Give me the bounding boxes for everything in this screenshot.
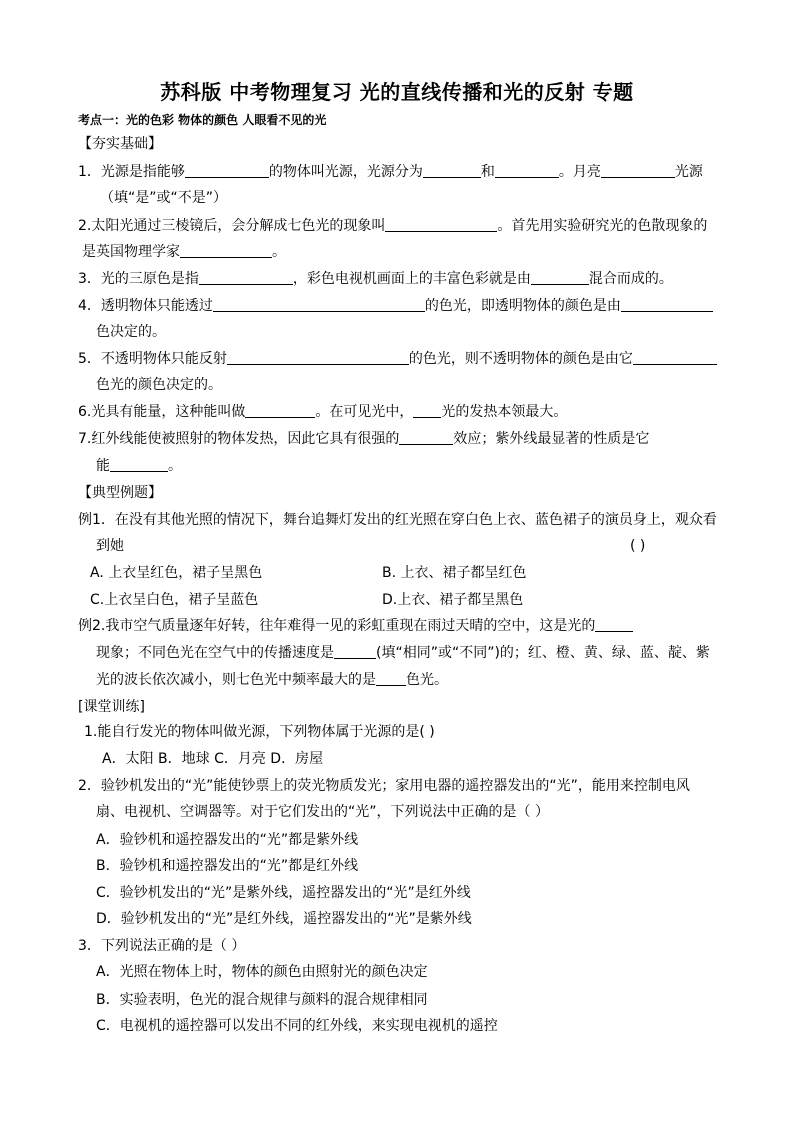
blank[interactable] xyxy=(334,644,376,659)
blank[interactable] xyxy=(385,217,497,232)
blank[interactable] xyxy=(110,457,168,472)
example-2-line2: 现象；不同色光在空气中的传播速度是 (填“相同”或“不同”)的；红、橙、黄、绿、蓝、靛、紫 xyxy=(96,645,710,661)
example-1-line1: 例1．在没有其他光照的情况下，舞台追舞灯发出的红光照在穿白色上衣、蓝色裙子的演员身上，观众看 xyxy=(78,512,717,528)
blank[interactable] xyxy=(423,163,481,178)
training-2-option-b[interactable]: B．验钞机和遥控器发出的“光”都是红外线 xyxy=(96,858,359,874)
training-3-option-a[interactable]: A．光照在物体上时，物体的颜色由照射光的颜色决定 xyxy=(96,964,428,980)
blank[interactable] xyxy=(601,163,675,178)
blank[interactable] xyxy=(531,270,589,285)
blank[interactable] xyxy=(413,403,441,418)
option-c[interactable]: C.上衣呈白色，裙子呈蓝色 xyxy=(90,592,259,608)
option-b[interactable]: B. 上衣、裙子都呈红色 xyxy=(382,565,527,581)
question-5-line2: 色光的颜色决定的。 xyxy=(96,377,222,393)
training-2-line1: 2．验钞机发出的“光”能使钞票上的荧光物质发光；家用电器的遥控器发出的“光”，能用来控制电风 xyxy=(78,778,690,794)
training-2-line2: 扇、电视机、空调器等。对于它们发出的“光”，下列说法中正确的是（ ） xyxy=(96,804,549,820)
section-typical: 【典型例题】 xyxy=(78,485,162,501)
blank[interactable] xyxy=(185,163,269,178)
question-4-line1: 4．透明物体只能透过 的色光，即透明物体的颜色是由 xyxy=(78,296,713,316)
example-1-line2: 到她 xyxy=(96,538,124,554)
blank[interactable] xyxy=(495,163,559,178)
example-2-line1: 例2.我市空气质量逐年好转，往年难得一见的彩虹重现在雨过天晴的空中，这是光的 xyxy=(78,616,633,636)
blank[interactable] xyxy=(399,430,453,445)
blank[interactable] xyxy=(621,297,713,312)
question-7-line1: 7.红外线能使被照射的物体发热，因此它具有很强的 效应；紫外线最显著的性质是它 xyxy=(78,431,650,447)
training-2-option-d[interactable]: D．验钞机发出的“光”是红外线，遥控器发出的“光”是紫外线 xyxy=(96,911,472,927)
question-7-line2: 能 。 xyxy=(96,458,182,474)
training-2-option-a[interactable]: A．验钞机和遥控器发出的“光”都是紫外线 xyxy=(96,832,359,848)
training-1-options[interactable]: A．太阳 B．地球 C．月亮 D．房屋 xyxy=(102,751,324,767)
example-2-line3: 光的波长依次减小，则七色光中频率最大的是 色光。 xyxy=(96,672,448,688)
question-1-line2: （填“是”或“不是”） xyxy=(100,190,228,206)
topic-heading: 考点一：光的色彩 物体的颜色 人眼看不见的光 xyxy=(78,113,327,127)
training-1: 1.能自行发光的物体叫做光源，下列物体属于光源的是( ) xyxy=(84,724,435,740)
training-3-option-c[interactable]: C．电视机的遥控器可以发出不同的红外线，来实现电视机的遥控 xyxy=(96,1018,498,1034)
blank[interactable] xyxy=(245,403,315,418)
question-3: 3．光的三原色是指 ，彩色电视机画面上的丰富色彩就是由 混合而成的。 xyxy=(78,271,673,287)
answer-paren[interactable]: ( ) xyxy=(630,538,646,554)
question-5-line1: 5．不透明物体只能反射 的色光，则不透明物体的颜色是由它 xyxy=(78,349,717,369)
option-a[interactable]: A. 上衣呈红色，裙子呈黑色 xyxy=(90,565,263,581)
question-2-line1: 2.太阳光通过三棱镜后，会分解成七色光的现象叫 。首先用实验研究光的色散现象的 xyxy=(78,218,708,234)
blank[interactable] xyxy=(633,350,717,365)
blank[interactable] xyxy=(376,671,406,686)
question-4-line2: 色决定的。 xyxy=(96,324,166,340)
section-classroom: [课堂训练] xyxy=(78,699,145,715)
blank[interactable] xyxy=(227,350,409,365)
question-1-line1: 1．光源是指能够 的物体叫光源，光源分为 和 。月亮 光源 xyxy=(78,164,703,180)
blank[interactable] xyxy=(199,270,293,285)
training-3: 3．下列说法正确的是（ ） xyxy=(78,938,246,954)
training-3-option-b[interactable]: B．实验表明，色光的混合规律与颜料的混合规律相同 xyxy=(96,992,428,1008)
question-2-line2: 是英国物理学家 。 xyxy=(82,244,286,260)
blank[interactable] xyxy=(180,243,272,258)
page-title: 苏科版 中考物理复习 光的直线传播和光的反射 专题 xyxy=(160,80,634,104)
blank[interactable] xyxy=(595,617,633,632)
section-basic: 【夯实基础】 xyxy=(78,136,162,152)
training-2-option-c[interactable]: C．验钞机发出的“光”是紫外线，遥控器发出的“光”是红外线 xyxy=(96,885,471,901)
option-d[interactable]: D.上衣、裙子都呈黑色 xyxy=(382,592,524,608)
blank[interactable] xyxy=(213,297,425,312)
question-6: 6.光具有能量，这种能叫做 。在可见光中， 光的发热本领最大。 xyxy=(78,404,568,420)
